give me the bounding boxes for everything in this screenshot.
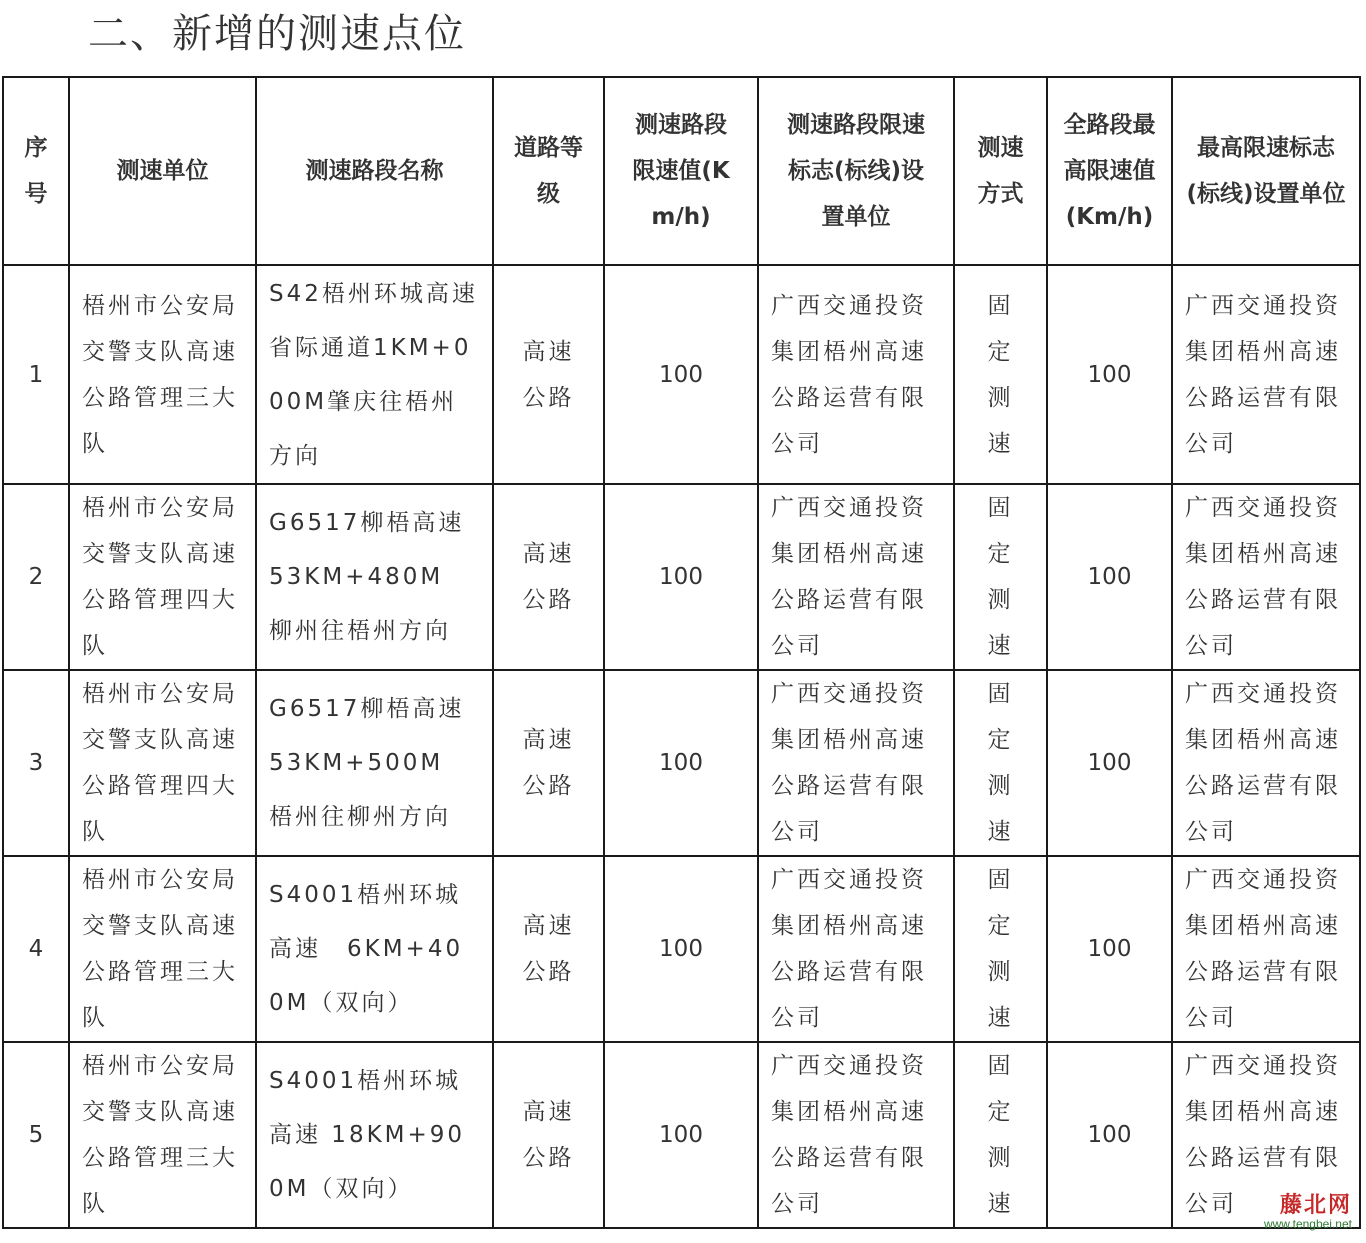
- row-top-setter: 广西交通投资集团梧州高速公路运营有限公司: [1172, 856, 1360, 1042]
- row-unit: 梧州市公安局交警支队高速公路管理四大队: [69, 670, 256, 856]
- watermark-url: www.tengbei.net: [1263, 1217, 1352, 1231]
- row-unit: 梧州市公安局交警支队高速公路管理四大队: [69, 484, 256, 670]
- row-top-setter: 广西交通投资集团梧州高速公路运营有限公司: [1172, 484, 1360, 670]
- watermark-logo: 藤北网: [1279, 1192, 1352, 1218]
- header-method: 测速方式: [954, 77, 1047, 265]
- row-setter: 广西交通投资集团梧州高速公路运营有限公司: [758, 670, 954, 856]
- row-no: 2: [3, 484, 69, 670]
- speed-camera-table: [2, 76, 1361, 1229]
- row-method: 固定测速: [954, 856, 1047, 1042]
- row-grade: 高速公路: [493, 1042, 604, 1228]
- row-no: 4: [3, 856, 69, 1042]
- table-row: [3, 484, 1360, 670]
- page-title: 二、新增的测速点位: [88, 11, 466, 57]
- header-setter: 测速路段限速标志(标线)设置单位: [758, 77, 954, 265]
- row-unit: 梧州市公安局交警支队高速公路管理三大队: [69, 1042, 256, 1228]
- row-unit: 梧州市公安局交警支队高速公路管理三大队: [69, 856, 256, 1042]
- row-limit: 100: [604, 670, 758, 856]
- row-top-setter: 广西交通投资集团梧州高速公路运营有限公司: [1172, 265, 1360, 484]
- header-section: 测速路段名称: [256, 77, 493, 265]
- row-setter: 广西交通投资集团梧州高速公路运营有限公司: [758, 484, 954, 670]
- row-method: 固定测速: [954, 484, 1047, 670]
- row-grade: 高速公路: [493, 670, 604, 856]
- table-row: [3, 856, 1360, 1042]
- row-no: 5: [3, 1042, 69, 1228]
- row-limit: 100: [604, 265, 758, 484]
- row-method: 固定测速: [954, 265, 1047, 484]
- row-no: 3: [3, 670, 69, 856]
- row-setter: 广西交通投资集团梧州高速公路运营有限公司: [758, 265, 954, 484]
- table-row: [3, 1042, 1360, 1228]
- header-grade: 道路等级: [493, 77, 604, 265]
- header-limit: 测速路段限速值(Km/h): [604, 77, 758, 265]
- row-limit: 100: [604, 856, 758, 1042]
- row-section: S4001梧州环城高速 6KM+400M（双向）: [256, 856, 493, 1042]
- row-top-limit: 100: [1047, 265, 1172, 484]
- table-row: [3, 670, 1360, 856]
- header-top-setter: 最高限速标志(标线)设置单位: [1172, 77, 1360, 265]
- row-top-setter: 广西交通投资集团梧州高速公路运营有限公司: [1172, 670, 1360, 856]
- header-top-limit: 全路段最高限速值(Km/h): [1047, 77, 1172, 265]
- header-unit: 测速单位: [69, 77, 256, 265]
- row-grade: 高速公路: [493, 265, 604, 484]
- row-grade: 高速公路: [493, 484, 604, 670]
- row-limit: 100: [604, 484, 758, 670]
- row-section: S42梧州环城高速省际通道1KM+000M肇庆往梧州方向: [256, 265, 493, 484]
- row-section: S4001梧州环城高速 18KM+900M（双向）: [256, 1042, 493, 1228]
- row-unit: 梧州市公安局交警支队高速公路管理三大队: [69, 265, 256, 484]
- header-no: 序号: [3, 77, 69, 265]
- row-method: 固定测速: [954, 670, 1047, 856]
- row-top-limit: 100: [1047, 670, 1172, 856]
- row-top-setter: 广西交通投资集团梧州高速公路运营有限公司: [1172, 1042, 1360, 1228]
- row-limit: 100: [604, 1042, 758, 1228]
- table-row: [3, 265, 1360, 484]
- row-top-limit: 100: [1047, 484, 1172, 670]
- row-no: 1: [3, 265, 69, 484]
- row-section: G6517柳梧高速53KM+500M 梧州往柳州方向: [256, 670, 493, 856]
- row-top-limit: 100: [1047, 1042, 1172, 1228]
- row-section: G6517柳梧高速53KM+480M 柳州往梧州方向: [256, 484, 493, 670]
- row-setter: 广西交通投资集团梧州高速公路运营有限公司: [758, 856, 954, 1042]
- row-grade: 高速公路: [493, 856, 604, 1042]
- row-setter: 广西交通投资集团梧州高速公路运营有限公司: [758, 1042, 954, 1228]
- row-top-limit: 100: [1047, 856, 1172, 1042]
- row-method: 固定测速: [954, 1042, 1047, 1228]
- table-header-row: [3, 77, 1360, 265]
